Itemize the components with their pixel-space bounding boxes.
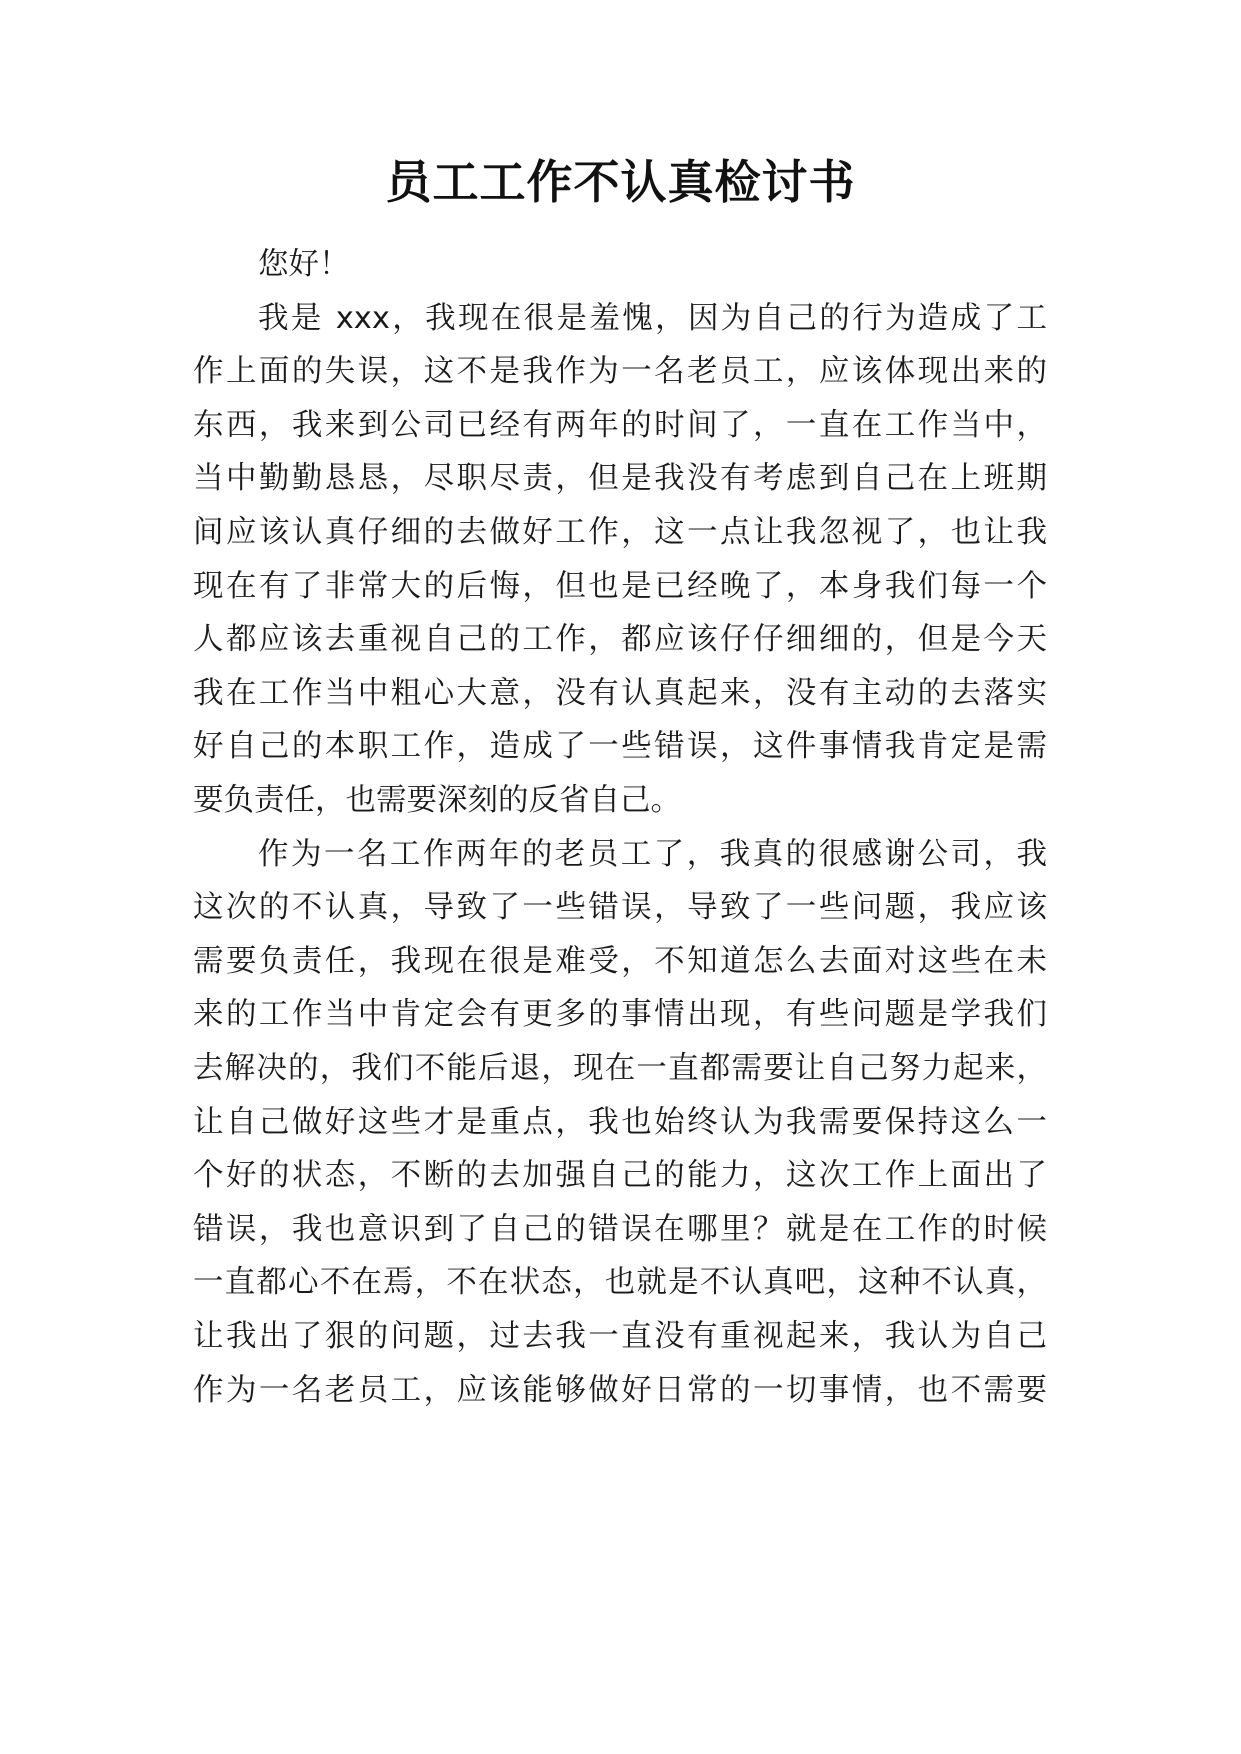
body-text-line: 作上面的失误，这不是我作为一名老员工，应该体现出来的 bbox=[193, 354, 1047, 390]
body-text-line: 要负责任，也需要深刻的反省自己。 bbox=[193, 783, 681, 818]
body-text-line: 东西，我来到公司已经有两年的时间了，一直在工作当中， bbox=[193, 407, 1047, 443]
body-text-line: 一直都心不在焉，不在状态，也就是不认真吧，这种不认真， bbox=[193, 1265, 1047, 1301]
document-title: 员工工作不认真检讨书 bbox=[385, 155, 856, 209]
body-text-line: 我是 xxx，我现在很是羞愧，因为自己的行为造成了工 bbox=[258, 300, 1047, 336]
body-text-line: 来的工作当中肯定会有更多的事情出现，有些问题是学我们 bbox=[193, 997, 1047, 1033]
body-text-line: 好自己的本职工作，造成了一些错误，这件事情我肯定是需 bbox=[193, 729, 1047, 765]
body-text-line: 人都应该去重视自己的工作，都应该仔仔细细的，但是今天 bbox=[193, 622, 1047, 658]
body-text-line: 间应该认真仔细的去做好工作，这一点让我忽视了，也让我 bbox=[193, 515, 1047, 550]
salutation: 您好！ bbox=[258, 247, 350, 282]
body-text-line: 我在工作当中粗心大意，没有认真起来，没有主动的去落实 bbox=[193, 675, 1047, 711]
body-text-line: 让我出了狠的问题，过去我一直没有重视起来，我认为自己 bbox=[193, 1319, 1047, 1354]
body-text-line: 现在有了非常大的后悔，但也是已经晚了，本身我们每一个 bbox=[193, 568, 1047, 604]
body-text-line: 个好的状态，不断的去加强自己的能力，这次工作上面出了 bbox=[193, 1158, 1047, 1194]
body-text-line: 当中勤勤恳恳，尽职尽责，但是我没有考虑到自己在上班期 bbox=[193, 461, 1047, 497]
body-text-line: 去解决的，我们不能后退，现在一直都需要让自己努力起来， bbox=[193, 1051, 1047, 1086]
body-text-line: 需要负责任，我现在很是难受，不知道怎么去面对这些在未 bbox=[193, 943, 1047, 979]
body-text-line: 这次的不认真，导致了一些错误，导致了一些问题，我应该 bbox=[193, 890, 1047, 926]
body-text-line: 作为一名工作两年的老员工了，我真的很感谢公司，我 bbox=[258, 836, 1047, 872]
body-text-line: 作为一名老员工，应该能够做好日常的一切事情，也不需要 bbox=[193, 1372, 1047, 1408]
body-text-line: 让自己做好这些才是重点，我也始终认为我需要保持这么一 bbox=[193, 1104, 1047, 1140]
body-text-line: 错误，我也意识到了自己的错误在哪里？就是在工作的时候 bbox=[193, 1211, 1047, 1247]
